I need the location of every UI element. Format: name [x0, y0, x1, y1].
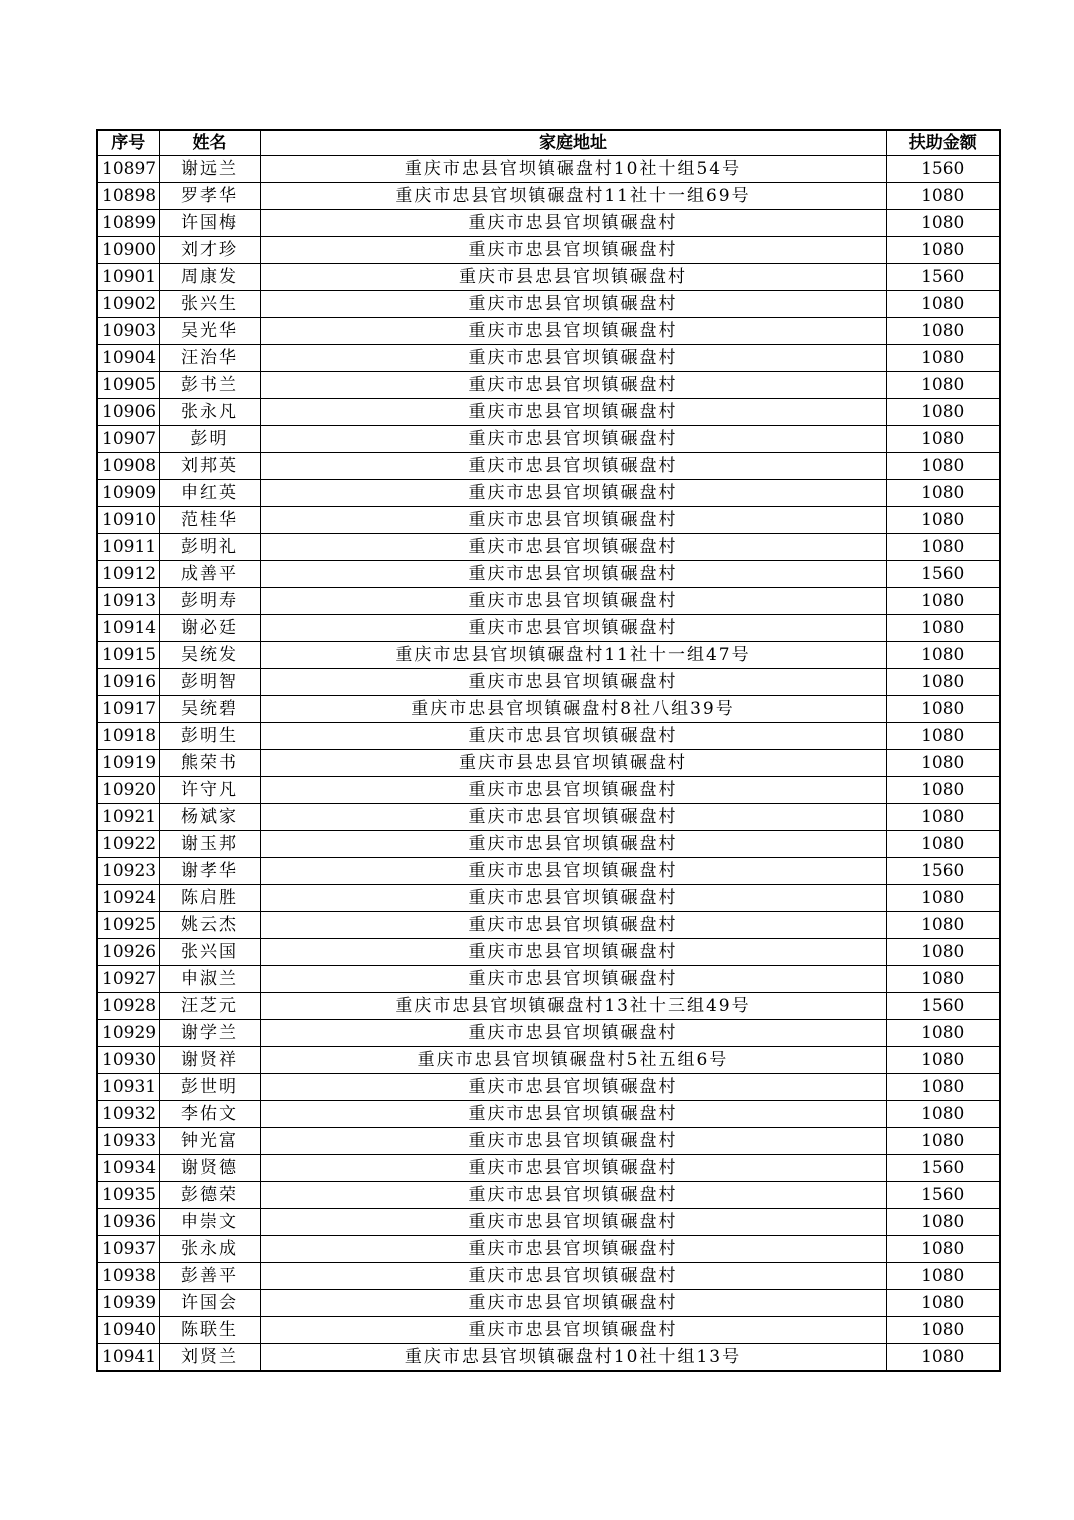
cell-amount: 1080	[886, 210, 1000, 237]
table-row	[97, 1101, 1000, 1128]
cell-amount: 1080	[886, 426, 1000, 453]
cell-amount: 1080	[886, 318, 1000, 345]
table-row	[97, 1317, 1000, 1344]
cell-serial-number: 10911	[97, 534, 159, 561]
table-row	[97, 1263, 1000, 1290]
table-row	[97, 696, 1000, 723]
cell-name: 谢玉邦	[159, 831, 260, 858]
table-row	[97, 507, 1000, 534]
cell-address: 重庆市忠县官坝镇碾盘村	[260, 831, 886, 858]
cell-serial-number: 10916	[97, 669, 159, 696]
cell-name: 彭明智	[159, 669, 260, 696]
cell-name: 彭善平	[159, 1263, 260, 1290]
cell-amount: 1080	[886, 966, 1000, 993]
table-row	[97, 831, 1000, 858]
cell-serial-number: 10932	[97, 1101, 159, 1128]
cell-serial-number: 10899	[97, 210, 159, 237]
cell-amount: 1080	[886, 1236, 1000, 1263]
cell-amount: 1080	[886, 399, 1000, 426]
table-row	[97, 642, 1000, 669]
table-row	[97, 534, 1000, 561]
cell-address: 重庆市忠县官坝镇碾盘村	[260, 1236, 886, 1263]
table-row	[97, 1182, 1000, 1209]
cell-amount: 1080	[886, 777, 1000, 804]
cell-address: 重庆市忠县官坝镇碾盘村13社十三组49号	[260, 993, 886, 1020]
cell-serial-number: 10928	[97, 993, 159, 1020]
cell-address: 重庆市忠县官坝镇碾盘村	[260, 1290, 886, 1317]
cell-address: 重庆市忠县官坝镇碾盘村	[260, 399, 886, 426]
table-row	[97, 885, 1000, 912]
cell-serial-number: 10920	[97, 777, 159, 804]
cell-serial-number: 10941	[97, 1344, 159, 1372]
cell-address: 重庆市忠县官坝镇碾盘村	[260, 939, 886, 966]
cell-amount: 1080	[886, 750, 1000, 777]
cell-address: 重庆市忠县官坝镇碾盘村	[260, 1074, 886, 1101]
cell-serial-number: 10918	[97, 723, 159, 750]
table-row	[97, 1020, 1000, 1047]
cell-serial-number: 10939	[97, 1290, 159, 1317]
cell-amount: 1560	[886, 1182, 1000, 1209]
cell-amount: 1080	[886, 912, 1000, 939]
cell-name: 谢学兰	[159, 1020, 260, 1047]
cell-amount: 1080	[886, 1047, 1000, 1074]
table-row	[97, 264, 1000, 291]
cell-name: 吴统碧	[159, 696, 260, 723]
cell-amount: 1080	[886, 696, 1000, 723]
cell-amount: 1080	[886, 831, 1000, 858]
cell-address: 重庆市忠县官坝镇碾盘村	[260, 1128, 886, 1155]
cell-serial-number: 10897	[97, 156, 159, 183]
table-row	[97, 183, 1000, 210]
table-row	[97, 723, 1000, 750]
cell-address: 重庆市忠县官坝镇碾盘村	[260, 1155, 886, 1182]
cell-serial-number: 10938	[97, 1263, 159, 1290]
cell-name: 许国会	[159, 1290, 260, 1317]
cell-address: 重庆市忠县官坝镇碾盘村	[260, 615, 886, 642]
table-row	[97, 399, 1000, 426]
cell-name: 张永成	[159, 1236, 260, 1263]
cell-address: 重庆市忠县官坝镇碾盘村10社十组54号	[260, 156, 886, 183]
cell-serial-number: 10929	[97, 1020, 159, 1047]
cell-address: 重庆市忠县官坝镇碾盘村	[260, 885, 886, 912]
cell-serial-number: 10910	[97, 507, 159, 534]
cell-address: 重庆市忠县官坝镇碾盘村10社十组13号	[260, 1344, 886, 1372]
cell-address: 重庆市忠县官坝镇碾盘村	[260, 1263, 886, 1290]
cell-amount: 1080	[886, 534, 1000, 561]
cell-name: 汪治华	[159, 345, 260, 372]
cell-address: 重庆市忠县官坝镇碾盘村	[260, 480, 886, 507]
cell-name: 彭书兰	[159, 372, 260, 399]
cell-name: 彭世明	[159, 1074, 260, 1101]
cell-name: 姚云杰	[159, 912, 260, 939]
cell-serial-number: 10917	[97, 696, 159, 723]
cell-address: 重庆市忠县官坝镇碾盘村	[260, 291, 886, 318]
cell-amount: 1080	[886, 291, 1000, 318]
cell-name: 钟光富	[159, 1128, 260, 1155]
cell-name: 李佑文	[159, 1101, 260, 1128]
cell-serial-number: 10898	[97, 183, 159, 210]
table-row	[97, 1047, 1000, 1074]
cell-name: 刘邦英	[159, 453, 260, 480]
cell-name: 彭明寿	[159, 588, 260, 615]
cell-address: 重庆市忠县官坝镇碾盘村8社八组39号	[260, 696, 886, 723]
cell-name: 彭德荣	[159, 1182, 260, 1209]
cell-name: 谢贤祥	[159, 1047, 260, 1074]
cell-name: 谢贤德	[159, 1155, 260, 1182]
cell-address: 重庆市忠县官坝镇碾盘村	[260, 237, 886, 264]
cell-amount: 1560	[886, 561, 1000, 588]
cell-amount: 1080	[886, 1290, 1000, 1317]
cell-address: 重庆市忠县官坝镇碾盘村	[260, 372, 886, 399]
cell-amount: 1080	[886, 588, 1000, 615]
cell-amount: 1080	[886, 1263, 1000, 1290]
table-row	[97, 345, 1000, 372]
cell-serial-number: 10921	[97, 804, 159, 831]
cell-name: 吴统发	[159, 642, 260, 669]
cell-amount: 1080	[886, 183, 1000, 210]
cell-amount: 1560	[886, 264, 1000, 291]
cell-serial-number: 10902	[97, 291, 159, 318]
cell-amount: 1560	[886, 993, 1000, 1020]
cell-serial-number: 10900	[97, 237, 159, 264]
cell-name: 周康发	[159, 264, 260, 291]
cell-address: 重庆市忠县官坝镇碾盘村	[260, 534, 886, 561]
cell-amount: 1080	[886, 939, 1000, 966]
table-row	[97, 426, 1000, 453]
table-row	[97, 588, 1000, 615]
table-row	[97, 237, 1000, 264]
table-row	[97, 453, 1000, 480]
cell-amount: 1080	[886, 885, 1000, 912]
table-row	[97, 156, 1000, 183]
table-row	[97, 1128, 1000, 1155]
cell-name: 陈联生	[159, 1317, 260, 1344]
cell-amount: 1560	[886, 858, 1000, 885]
cell-name: 范桂华	[159, 507, 260, 534]
cell-amount: 1080	[886, 345, 1000, 372]
cell-address: 重庆市忠县官坝镇碾盘村	[260, 1317, 886, 1344]
cell-serial-number: 10940	[97, 1317, 159, 1344]
cell-serial-number: 10913	[97, 588, 159, 615]
cell-amount: 1080	[886, 669, 1000, 696]
cell-amount: 1560	[886, 156, 1000, 183]
cell-serial-number: 10927	[97, 966, 159, 993]
cell-name: 彭明生	[159, 723, 260, 750]
cell-amount: 1080	[886, 237, 1000, 264]
cell-serial-number: 10908	[97, 453, 159, 480]
table-row	[97, 912, 1000, 939]
cell-serial-number: 10915	[97, 642, 159, 669]
cell-name: 谢远兰	[159, 156, 260, 183]
cell-address: 重庆市忠县官坝镇碾盘村	[260, 1101, 886, 1128]
table-row	[97, 291, 1000, 318]
cell-serial-number: 10930	[97, 1047, 159, 1074]
table-row	[97, 210, 1000, 237]
cell-address: 重庆市忠县官坝镇碾盘村	[260, 588, 886, 615]
header-serial-number: 序号	[97, 130, 159, 156]
cell-name: 成善平	[159, 561, 260, 588]
cell-amount: 1080	[886, 453, 1000, 480]
table-row	[97, 561, 1000, 588]
cell-address: 重庆市县忠县官坝镇碾盘村	[260, 750, 886, 777]
cell-address: 重庆市忠县官坝镇碾盘村	[260, 723, 886, 750]
table-row	[97, 615, 1000, 642]
cell-name: 汪芝元	[159, 993, 260, 1020]
cell-name: 张兴国	[159, 939, 260, 966]
table-row	[97, 777, 1000, 804]
cell-serial-number: 10931	[97, 1074, 159, 1101]
beneficiary-table	[96, 129, 1001, 1372]
cell-name: 申淑兰	[159, 966, 260, 993]
cell-serial-number: 10926	[97, 939, 159, 966]
cell-serial-number: 10922	[97, 831, 159, 858]
cell-serial-number: 10933	[97, 1128, 159, 1155]
table-row	[97, 318, 1000, 345]
cell-name: 杨斌家	[159, 804, 260, 831]
cell-address: 重庆市忠县官坝镇碾盘村	[260, 858, 886, 885]
cell-serial-number: 10935	[97, 1182, 159, 1209]
cell-address: 重庆市忠县官坝镇碾盘村	[260, 966, 886, 993]
table-row	[97, 669, 1000, 696]
cell-serial-number: 10934	[97, 1155, 159, 1182]
table-row	[97, 993, 1000, 1020]
table-row	[97, 1074, 1000, 1101]
cell-amount: 1080	[886, 480, 1000, 507]
cell-address: 重庆市忠县官坝镇碾盘村11社十一组69号	[260, 183, 886, 210]
cell-name: 吴光华	[159, 318, 260, 345]
cell-amount: 1080	[886, 1074, 1000, 1101]
cell-serial-number: 10906	[97, 399, 159, 426]
cell-serial-number: 10914	[97, 615, 159, 642]
table-row	[97, 966, 1000, 993]
table-header-row	[97, 130, 1000, 156]
cell-address: 重庆市忠县官坝镇碾盘村	[260, 426, 886, 453]
cell-serial-number: 10905	[97, 372, 159, 399]
cell-serial-number: 10923	[97, 858, 159, 885]
cell-address: 重庆市忠县官坝镇碾盘村11社十一组47号	[260, 642, 886, 669]
cell-address: 重庆市忠县官坝镇碾盘村	[260, 912, 886, 939]
cell-serial-number: 10925	[97, 912, 159, 939]
cell-amount: 1080	[886, 1020, 1000, 1047]
cell-amount: 1080	[886, 507, 1000, 534]
cell-serial-number: 10901	[97, 264, 159, 291]
cell-address: 重庆市忠县官坝镇碾盘村5社五组6号	[260, 1047, 886, 1074]
cell-address: 重庆市忠县官坝镇碾盘村	[260, 561, 886, 588]
cell-name: 罗孝华	[159, 183, 260, 210]
table-row	[97, 480, 1000, 507]
cell-address: 重庆市忠县官坝镇碾盘村	[260, 507, 886, 534]
table-row	[97, 939, 1000, 966]
cell-serial-number: 10924	[97, 885, 159, 912]
cell-serial-number: 10937	[97, 1236, 159, 1263]
cell-name: 谢孝华	[159, 858, 260, 885]
cell-address: 重庆市忠县官坝镇碾盘村	[260, 318, 886, 345]
cell-address: 重庆市忠县官坝镇碾盘村	[260, 210, 886, 237]
table-body	[97, 156, 1000, 1372]
cell-address: 重庆市忠县官坝镇碾盘村	[260, 669, 886, 696]
cell-serial-number: 10903	[97, 318, 159, 345]
table-row	[97, 750, 1000, 777]
cell-address: 重庆市县忠县官坝镇碾盘村	[260, 264, 886, 291]
cell-amount: 1080	[886, 804, 1000, 831]
cell-name: 张兴生	[159, 291, 260, 318]
cell-serial-number: 10936	[97, 1209, 159, 1236]
header-amount: 扶助金额	[886, 130, 1000, 156]
cell-amount: 1080	[886, 642, 1000, 669]
cell-name: 申崇文	[159, 1209, 260, 1236]
cell-address: 重庆市忠县官坝镇碾盘村	[260, 777, 886, 804]
header-name: 姓名	[159, 130, 260, 156]
cell-name: 彭明礼	[159, 534, 260, 561]
cell-serial-number: 10919	[97, 750, 159, 777]
table-row	[97, 372, 1000, 399]
cell-name: 彭明	[159, 426, 260, 453]
cell-amount: 1080	[886, 1101, 1000, 1128]
table-row	[97, 1155, 1000, 1182]
cell-name: 许守凡	[159, 777, 260, 804]
cell-amount: 1560	[886, 1155, 1000, 1182]
cell-address: 重庆市忠县官坝镇碾盘村	[260, 1182, 886, 1209]
table-row	[97, 1290, 1000, 1317]
cell-amount: 1080	[886, 1317, 1000, 1344]
cell-name: 熊荣书	[159, 750, 260, 777]
table-row	[97, 858, 1000, 885]
table-row	[97, 1344, 1000, 1372]
cell-serial-number: 10912	[97, 561, 159, 588]
cell-serial-number: 10909	[97, 480, 159, 507]
cell-name: 张永凡	[159, 399, 260, 426]
cell-amount: 1080	[886, 1128, 1000, 1155]
cell-name: 刘贤兰	[159, 1344, 260, 1372]
cell-name: 陈启胜	[159, 885, 260, 912]
cell-name: 许国梅	[159, 210, 260, 237]
cell-serial-number: 10907	[97, 426, 159, 453]
cell-name: 谢必廷	[159, 615, 260, 642]
header-address: 家庭地址	[260, 130, 886, 156]
cell-name: 刘才珍	[159, 237, 260, 264]
cell-amount: 1080	[886, 1344, 1000, 1372]
cell-name: 申红英	[159, 480, 260, 507]
cell-amount: 1080	[886, 372, 1000, 399]
cell-address: 重庆市忠县官坝镇碾盘村	[260, 1020, 886, 1047]
cell-amount: 1080	[886, 723, 1000, 750]
cell-address: 重庆市忠县官坝镇碾盘村	[260, 1209, 886, 1236]
cell-amount: 1080	[886, 615, 1000, 642]
cell-address: 重庆市忠县官坝镇碾盘村	[260, 804, 886, 831]
table-row	[97, 1209, 1000, 1236]
cell-serial-number: 10904	[97, 345, 159, 372]
cell-amount: 1080	[886, 1209, 1000, 1236]
table-row	[97, 804, 1000, 831]
cell-address: 重庆市忠县官坝镇碾盘村	[260, 453, 886, 480]
table-row	[97, 1236, 1000, 1263]
cell-address: 重庆市忠县官坝镇碾盘村	[260, 345, 886, 372]
